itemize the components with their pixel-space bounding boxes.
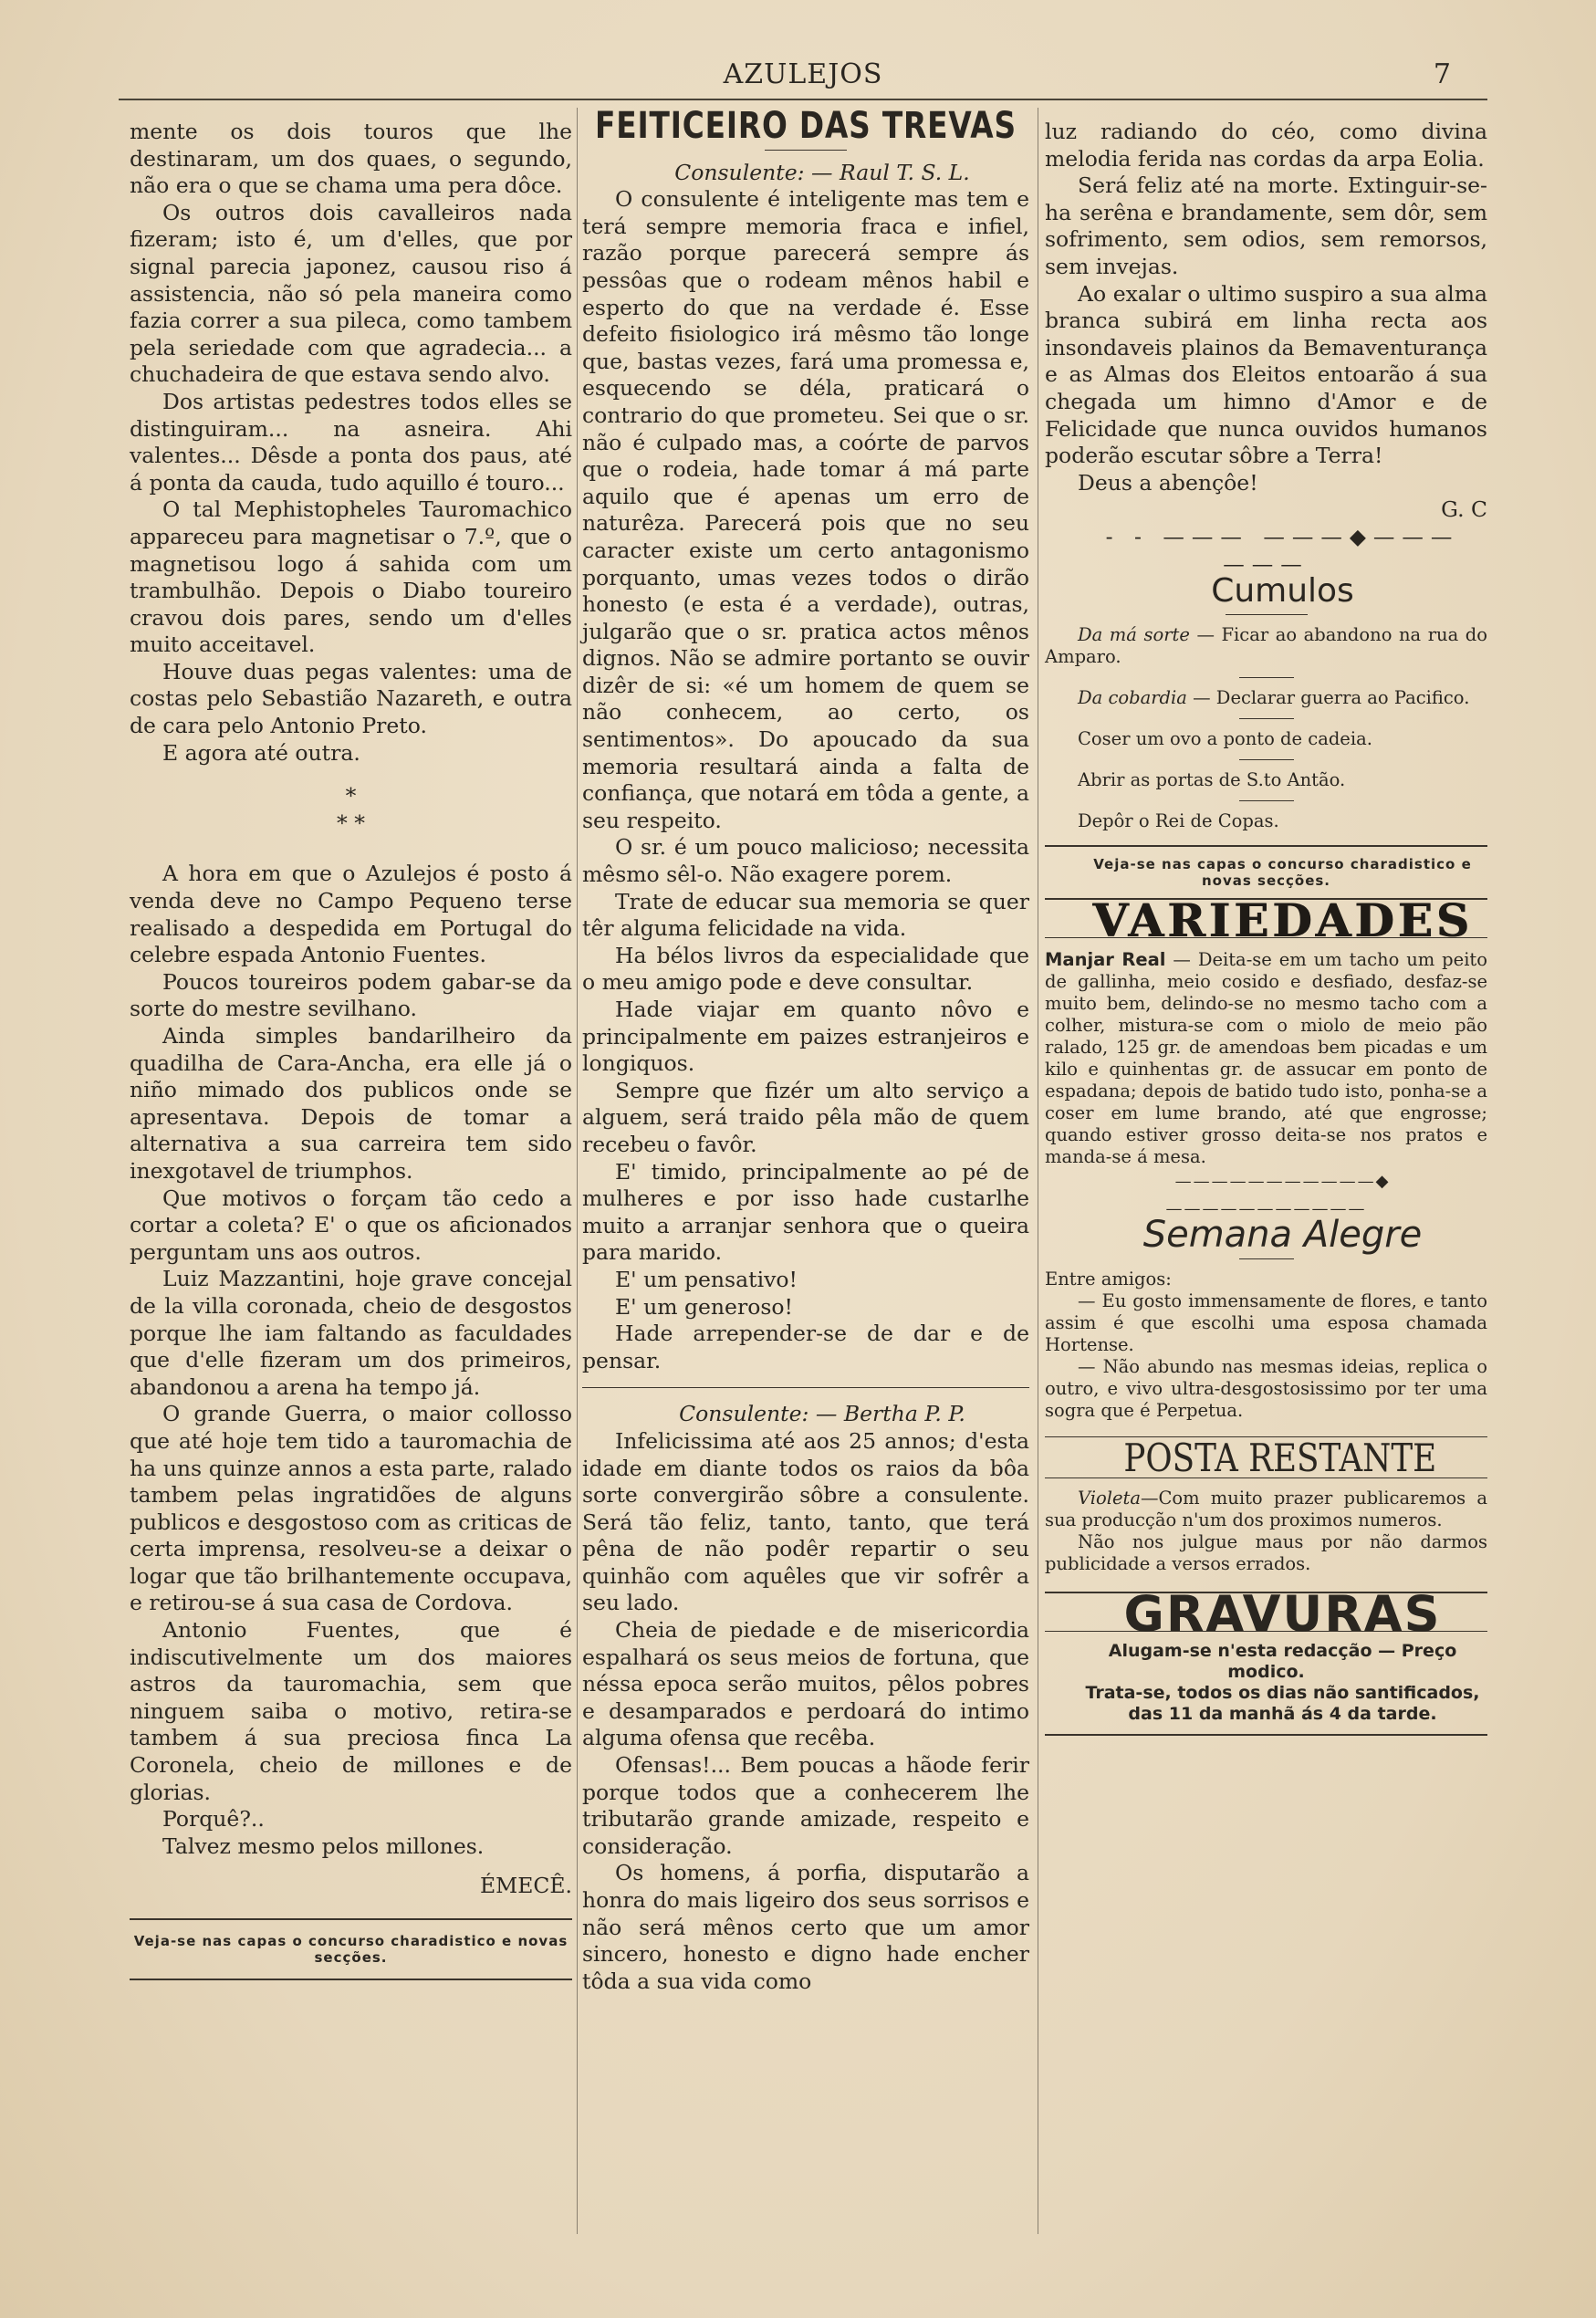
cumulos-heading: Cumulos [1211, 572, 1354, 611]
paragraph: E' timido, principalmente ao pé de mulheres e por isso hade custarlhe muito a arranjar senhora que o queira para marido. [582, 1158, 1029, 1266]
paragraph: Talvez mesmo pelos millones. [162, 1832, 485, 1859]
semana-alegre-heading: Semana Alegre [1142, 1214, 1423, 1257]
article-signature: ÉMECÊ. [480, 1873, 572, 1899]
variedades-heading: VARIEDADES [1092, 893, 1473, 947]
gravuras-line: Trata-se, todos os dias não santificados, [1085, 1683, 1480, 1704]
short-divider [1239, 677, 1294, 678]
paragraph: Houve duas pegas valentes: uma de costas pelo Sebastião Nazareth, e outra de cara pelo Antonio Preto. [130, 658, 572, 739]
paragraph: Ha bélos livros da especialidade que o meu amigo pode e deve consultar. [582, 942, 1029, 996]
short-divider [1239, 759, 1294, 760]
recipe-paragraph: Manjar Real — Deita-se em um tacho um peito de gallinha, meio cosido e desfiado, desfaz-se muito bem, delindo-se no mesmo tacho com a colher, mistura-se com o miolo de meio pão ralado, 125 gr. de amendoas bem picadas e um kilo e quinhentas gr. de assucar em ponto de espadana; depois de batido tudo isto, ponha-se a coser em lume brando, até que engrosse; quando estiver grosso deita-se nos pratos e manda-se á mesa. [1045, 949, 1488, 1168]
paragraph: O sr. é um pouco malicioso; necessita mêsmo sêl-o. Não exagere porem. [582, 834, 1029, 888]
contest-note: Veja-se nas capas o concurso charadistico e novas secções. [1093, 855, 1472, 889]
ornament-divider: - - ——— ———◆——— ——— [1105, 523, 1460, 577]
column-right [1045, 119, 1487, 1743]
paragraph: Deus a abençôe! [1078, 469, 1258, 496]
cumulo-item: Da cobardia — Declarar guerra ao Pacifico. [1078, 686, 1470, 708]
paragraph: O grande Guerra, o maior collosso que até hoje tem tido a tauromachia de ha uns quinze annos a esta parte, ralado tambem pelas ingratidões de alguns publicos e desgostoso com as criticas de certa imprensa, resolveu-se a deixar o logar que tão brilhantemente occupava, e retirou-se á sua casa de Cordova. [130, 1401, 572, 1616]
paragraph: Trate de educar sua memoria se quer têr alguma felicidade na vida. [582, 888, 1029, 942]
column-bullfighting [130, 119, 572, 1988]
divider [130, 1918, 572, 1920]
paragraph: Ofensas!... Bem poucas a hãode ferir porque todos que a conhecerem lhe tributarão grande amizade, respeito e consideração. [582, 1752, 1029, 1859]
short-divider [1226, 614, 1308, 615]
contest-note: Veja-se nas capas o concurso charadistico e novas secções. [133, 1933, 569, 1966]
divider [1045, 845, 1487, 847]
gravuras-line: das 11 da manhã ás 4 da tarde. [1128, 1704, 1437, 1725]
paragraph: Cheia de piedade e de misericordia espalhará os seus meios de fortuna, que néssa epoca serão muitos, pêlos pobres e desamparados e perdoará do intimo alguma ofensa que recêba. [582, 1617, 1029, 1751]
posta-paragraph: Não nos julgue maus por não darmos publicidade a versos errados. [1045, 1530, 1487, 1574]
paragraph: Ainda simples bandarilheiro da quadilha de Cara-Ancha, era elle já o niño mimado dos publicos onde se apresentava. Depois de tomar a alternativa a sua carreira tem sido inexgotavel de triumphos. [130, 1023, 572, 1184]
section-headline: FEITICEIRO DAS TREVAS [595, 105, 1017, 147]
divider [1045, 1734, 1487, 1736]
cumulo-item: Abrir as portas de S.to Antão. [1078, 768, 1346, 790]
consulente-heading: Consulente: — Bertha P. P. [679, 1401, 965, 1427]
cumulo-item: Coser um ovo a ponto de cadeia. [1078, 727, 1372, 749]
gravuras-heading: GRAVURAS [1123, 1584, 1442, 1643]
paragraph: O tal Mephistopheles Tauromachico appareceu para magnetisar o 7.º, que o magnetisou logo á sahida com um trambulhão. Depois o Diabo toureiro cravou dois pares, sendo um d'elles muito acceitavel. [130, 496, 572, 658]
paragraph: E' um generoso! [615, 1293, 793, 1320]
column-divider-left [577, 108, 578, 2234]
paragraph: Sempre que fizér um alto serviço a alguem, será traido pêla mão de quem recebeu o favôr. [582, 1077, 1029, 1157]
paragraph: mente os dois touros que lhe destinaram, um dos quaes, o segundo, não era o que se chama uma pera dôce. [130, 119, 572, 199]
column-feiticeiro [582, 105, 1029, 1995]
ornament-divider: ———————————◆——————————— [1165, 1172, 1391, 1218]
cumulo-item: Depôr o Rei de Copas. [1078, 809, 1279, 831]
paragraph: Os outros dois cavalleiros nada fizeram; isto é, um d'elles, que por signal parecia japonez, causou riso á assistencia, não só pela maneira como fazia correr a sua pileca, como tambem pela seriedade com que agradecia... a chuchadeira de que estava sendo alvo. [130, 199, 572, 388]
paragraph: Infelicissima até aos 25 annos; d'esta idade em diante todos os raios da bôa sorte convergirão sôbre a consulente. Será tão feliz, tanto, tanto, que terá pêna de não podêr repartir o seu quinhão com aquêles que vir sofrêr a seu lado. [582, 1427, 1029, 1616]
paragraph: Dos artistas pedestres todos elles se distinguiram... na asneira. Ahi valentes... Dêsde a ponta dos paus, até á ponta da cauda, tudo aquillo é touro... [130, 388, 572, 496]
paragraph: Poucos toureiros podem gabar-se da sorte do mestre sevilhano. [130, 968, 572, 1022]
divider [582, 1387, 1029, 1388]
joke-line: Entre amigos: [1045, 1269, 1172, 1290]
publication-title: AZULEJOS [723, 58, 883, 90]
consulente-heading: Consulente: — Raul T. S. L. [674, 159, 970, 185]
joke-line: — Eu gosto immensamente de flores, e tanto assim é que escolhi uma esposa chamada Hortense. [1045, 1290, 1487, 1356]
paragraph: Hade viajar em quanto nôvo e principalmente em paizes estranjeiros e longiquos. [582, 997, 1029, 1077]
short-divider [765, 150, 847, 151]
paragraph: Hade arrepender-se de dar e de pensar. [582, 1321, 1029, 1373]
posta-restante-heading: POSTA RESTANTE [1123, 1436, 1437, 1481]
short-divider [1239, 1258, 1294, 1259]
paragraph: luz radiando do céo, como divina melodia ferida nas cordas da arpa Eolia. [1045, 119, 1487, 172]
paragraph: Antonio Fuentes, que é indiscutivelmente um dos maiores astros da tauromachia, sem que ninguem saiba o motivo, retira-se tambem á sua preciosa finca La Coronela, cheio de millones e de glorias. [130, 1617, 572, 1805]
asterism-top: * [345, 783, 357, 809]
paragraph: Porquê?.. [162, 1806, 265, 1832]
page-number: 7 [1433, 58, 1451, 90]
paragraph: E' um pensativo! [615, 1266, 798, 1292]
asterism-bottom: * * [337, 809, 365, 836]
posta-paragraph: Violeta—Com muito prazer publicaremos a sua producção n'um dos proximos numeros. [1045, 1487, 1487, 1530]
gravuras-line: Alugam-se n'esta redacção — Preço modico. [1108, 1641, 1457, 1683]
paragraph: Os homens, á porfia, disputarão a honra do mais ligeiro dos seus sorrisos e não será mênos certo que um amor sincero, honesto e digno hade encher tôda a sua vida como [582, 1860, 1029, 1994]
paragraph: Será feliz até na morte. Extinguir-se-ha serêna e brandamente, sem dôr, sem sofrimento, sem odios, sem remorsos, sem invejas. [1045, 172, 1487, 279]
short-divider [1239, 800, 1294, 801]
paragraph: Luiz Mazzantini, hoje grave concejal de la villa coronada, cheio de desgostos porque lhe iam faltando as faculdades que d'elle fizeram um dos primeiros, abandonou a arena ha tempo já. [130, 1266, 572, 1400]
paragraph: E agora até outra. [162, 739, 360, 766]
paragraph: Ao exalar o ultimo suspiro a sua alma branca subirá em linha recta aos insondaveis plainos da Bemaventurança e as Almas dos Eleitos entoarão á sua chegada um himno d'Amor e de Felicidade que nunca ouvidos humanos poderão escutar sôbre a Terra! [1045, 280, 1487, 469]
cumulo-item: Da má sorte — Ficar ao abandono na rua do Amparo. [1045, 623, 1487, 667]
short-divider [1239, 718, 1294, 719]
paragraph: A hora em que o Azulejos é posto á venda deve no Campo Pequeno terse realisado a despedida em Portugal do celebre espada Antonio Fuentes. [130, 861, 572, 968]
divider [130, 1979, 572, 1980]
article-signature: G. C [1441, 496, 1487, 523]
joke-line: — Não abundo nas mesmas ideias, replica o outro, e vivo ultra-desgostosissimo por ter uma sogra que é Perpetua. [1045, 1356, 1487, 1422]
paragraph: O consulente é inteligente mas tem e terá sempre memoria fraca e infiel, razão porque parecerá sempre ás pessôas que o rodeam mênos habil e esperto do que na verdade é. Esse defeito fisiologico irá mêsmo tão longe que, bastas vezes, fará uma promessa e, esquecendo se déla, praticará o contrario do que prometeu. Sei que o sr. não é culpado mas, a coórte de parvos que o rodeia, hade tomar á má parte aquilo que é apenas um erro de naturêza. Parecerá pois que no seu caracter existe um certo antagonismo porquanto, umas vezes todos o dirão honesto (e esta é a verdade), outras, julgarão que o sr. pratica actos mênos dignos. Não se admire portanto se ouvir dizêr de si: «é um homem de quem se não conhecem, ao certo, os sentimentos». Do apoucado da sua memoria resultará ainda a falta de confiança, que notará em tôda a gente, a seu respeito. [582, 186, 1029, 833]
paragraph: Que motivos o forçam tão cedo a cortar a coleta? E' o que os aficionados perguntam uns aos outros. [130, 1185, 572, 1265]
page-header [119, 57, 1487, 100]
